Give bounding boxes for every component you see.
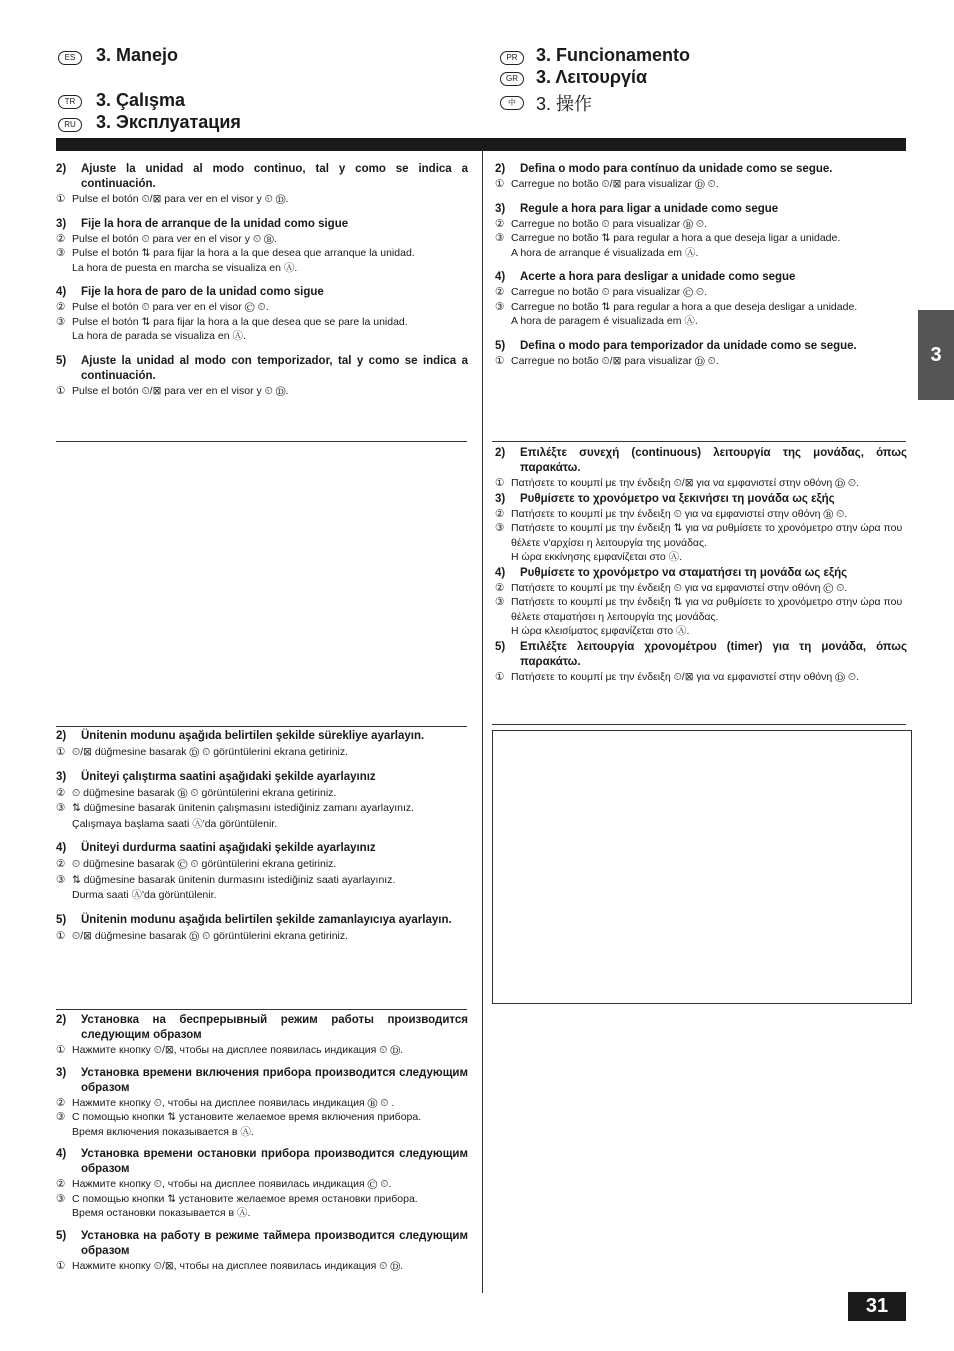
step-text: ⇅ düğmesine basarak ünitenin çalışmasını istediğiniz zamanı ayarlayınız. bbox=[72, 802, 415, 814]
step-heading bbox=[495, 492, 907, 507]
step-title: Defina o modo para contínuo da unidade como se segue. bbox=[520, 163, 833, 175]
step-line bbox=[495, 231, 907, 246]
step-title: Regule a hora para ligar a unidade como segue bbox=[520, 202, 779, 215]
step-title: Üniteyi çalıştırma saatini aşağıdaki şekilde ayarlayınız bbox=[81, 770, 376, 783]
instruction-step bbox=[495, 339, 907, 369]
step-title: Установка времени остановки прибора производится следующим образом bbox=[81, 1148, 468, 1175]
step-title: Ajuste la unidad al modo continuo, tal y como se indica a continuación. bbox=[81, 163, 468, 190]
step-number: 2) bbox=[56, 730, 67, 742]
instruction-step bbox=[495, 202, 907, 261]
step-title: Ünitenin modunu aşağıda belirtilen şekilde sürekliye ayarlayın. bbox=[81, 730, 425, 742]
instruction-step bbox=[495, 640, 907, 685]
step-text: Нажмите кнопку ⏲, чтобы на дисплее появилась индикация Ⓑ ⏲ . bbox=[72, 1096, 395, 1109]
step-number: 5) bbox=[56, 354, 67, 367]
step-title: Επιλέξτε συνεχή (continuous) λειτουργία της μονάδας, όπως παρακάτω. bbox=[520, 447, 907, 474]
step-title: Ρυθμίσετε το χρονόμετρο να σταματήσει τη μονάδα ως εξής bbox=[520, 566, 848, 579]
step-number: 4) bbox=[56, 842, 67, 854]
step-line bbox=[495, 177, 907, 192]
step-marker: ② bbox=[56, 1096, 66, 1109]
step-heading bbox=[56, 285, 468, 300]
step-marker: ② bbox=[495, 286, 505, 298]
title-ru: 3. Эксплуатация bbox=[96, 112, 241, 132]
step-marker: ③ bbox=[56, 1111, 66, 1123]
step-text: ⏲/⊠ düğmesine basarak Ⓓ ⏲ görüntülerini ekrana getiriniz. bbox=[72, 746, 349, 758]
instruction-step bbox=[56, 1013, 468, 1058]
step-marker: ② bbox=[495, 507, 505, 520]
step-line bbox=[56, 1043, 468, 1058]
step-text: ⏲ düğmesine basarak Ⓑ ⏲ görüntülerini ekrana getiriniz. bbox=[72, 786, 337, 799]
title-gr: 3. Λειτουργία bbox=[536, 67, 648, 87]
instruction-step bbox=[56, 1147, 468, 1221]
step-title: Установка на беспрерывный режим работы производится следующим образом bbox=[81, 1014, 468, 1041]
step-line bbox=[56, 315, 468, 330]
step-text: Pulse el botón ⏲/⊠ para ver en el visor y ⏲ Ⓓ. bbox=[72, 384, 289, 397]
step-text: Нажмите кнопку ⏲/⊠, чтобы на дисплее появилась индикация ⏲ Ⓓ. bbox=[72, 1044, 404, 1056]
step-number: 2) bbox=[56, 163, 67, 175]
step-number: 3) bbox=[56, 217, 67, 230]
step-line bbox=[56, 888, 468, 903]
step-marker: ③ bbox=[495, 596, 505, 608]
step-line bbox=[56, 1125, 468, 1140]
divider-tr-start bbox=[56, 726, 467, 727]
step-text: Durma saati Ⓐ'da görüntülenir. bbox=[72, 889, 217, 901]
step-number: 5) bbox=[56, 1229, 67, 1242]
step-heading bbox=[495, 270, 907, 285]
step-marker bbox=[56, 329, 72, 344]
step-number: 3) bbox=[56, 1066, 67, 1079]
step-marker: ② bbox=[495, 581, 505, 594]
step-text: Нажмите кнопку ⏲/⊠, чтобы на дисплее появилась индикация ⏲ Ⓓ. bbox=[72, 1259, 404, 1272]
step-marker: ② bbox=[56, 301, 66, 313]
step-line bbox=[495, 217, 907, 232]
step-marker: ③ bbox=[56, 247, 66, 259]
step-text: ⏲/⊠ düğmesine basarak Ⓓ ⏲ görüntülerini ekrana getiriniz. bbox=[72, 929, 349, 942]
header-bar bbox=[56, 138, 906, 151]
step-marker bbox=[56, 817, 72, 832]
title-pr: 3. Funcionamento bbox=[536, 45, 691, 65]
step-title: Установка времени включения прибора производится следующим образом bbox=[81, 1066, 468, 1094]
step-line bbox=[495, 521, 907, 550]
step-title: Fije la hora de paro de la unidad como sigue bbox=[81, 286, 324, 298]
step-line bbox=[56, 857, 468, 872]
section-gr bbox=[495, 446, 907, 685]
step-line bbox=[495, 314, 907, 329]
step-text: A hora de arranque é visualizada em Ⓐ. bbox=[511, 246, 699, 259]
section-pr bbox=[495, 162, 907, 378]
instruction-step bbox=[56, 1066, 468, 1140]
step-marker bbox=[56, 1125, 72, 1140]
step-number: 4) bbox=[56, 1148, 67, 1160]
step-line bbox=[56, 1110, 468, 1125]
step-line bbox=[56, 817, 468, 832]
step-marker bbox=[495, 246, 511, 261]
step-marker: ③ bbox=[495, 300, 505, 313]
step-marker: ① bbox=[56, 193, 66, 205]
step-marker: ① bbox=[56, 746, 66, 758]
step-marker: ② bbox=[56, 786, 66, 799]
step-title: Fije la hora de arranque de la unidad como sigue bbox=[81, 217, 349, 230]
step-text: Pulse el botón ⏲ para ver en el visor y ⏲ Ⓑ. bbox=[72, 232, 277, 245]
step-line bbox=[56, 801, 468, 816]
step-number: 3) bbox=[56, 770, 67, 783]
step-heading bbox=[495, 640, 907, 670]
step-heading bbox=[56, 1013, 468, 1043]
step-title: Επιλέξτε λειτουργία χρονομέτρου (timer) για τη μονάδα, όπως παρακάτω. bbox=[520, 640, 907, 668]
step-title: Ajuste la unidad al modo con temporizador, tal y como se indica a continuación. bbox=[81, 354, 468, 382]
step-marker bbox=[495, 314, 511, 329]
page-number: 31 bbox=[848, 1292, 906, 1321]
divider-gr-end bbox=[492, 724, 906, 725]
step-heading bbox=[56, 162, 468, 192]
step-number: 2) bbox=[495, 447, 506, 459]
step-text: Carregue no botão ⏲/⊠ para visualizar Ⓓ ⏲. bbox=[511, 354, 719, 367]
instruction-step bbox=[495, 270, 907, 329]
step-text: Carregue no botão ⏲ para visualizar Ⓑ ⏲. bbox=[511, 217, 708, 230]
step-line bbox=[56, 1192, 468, 1207]
step-heading bbox=[56, 1229, 468, 1259]
step-heading bbox=[56, 354, 468, 384]
lang-badge-ru: RU bbox=[58, 118, 82, 132]
instruction-step bbox=[56, 162, 468, 207]
step-number: 5) bbox=[56, 913, 67, 926]
step-number: 4) bbox=[495, 271, 506, 283]
step-marker: ② bbox=[56, 1178, 66, 1190]
step-title: Ρυθμίσετε το χρονόμετρο να ξεκινήσει τη μονάδα ως εξής bbox=[520, 492, 835, 505]
title-es: 3. Manejo bbox=[96, 45, 179, 65]
step-text: Πατήσετε το κουμπί με την ένδειξη ⇅ για να ρυθμίσετε το χρονόμετρο στην ώρα που θέλετε σταματήσει η λειτουργία της μονάδας. bbox=[511, 596, 903, 623]
instruction-step bbox=[495, 566, 907, 639]
instruction-step bbox=[56, 217, 468, 276]
step-line bbox=[56, 246, 468, 261]
step-line bbox=[495, 581, 907, 596]
step-marker bbox=[56, 1206, 72, 1221]
section-es bbox=[56, 162, 468, 408]
step-line bbox=[495, 507, 907, 522]
lang-badge-gr: GR bbox=[500, 72, 524, 86]
step-heading bbox=[56, 913, 468, 928]
step-text: Pulse el botón ⏲/⊠ para ver en el visor y ⏲ Ⓓ. bbox=[72, 193, 289, 205]
step-line bbox=[56, 1096, 468, 1111]
step-heading bbox=[56, 729, 468, 744]
step-marker: ① bbox=[495, 178, 505, 190]
step-title: Ünitenin modunu aşağıda belirtilen şekilde zamanlayıcıya ayarlayın. bbox=[81, 913, 452, 926]
step-text: A hora de paragem é visualizada em Ⓐ. bbox=[511, 315, 698, 327]
step-line bbox=[495, 550, 907, 565]
title-tr: 3. Çalışma bbox=[96, 90, 186, 110]
step-number: 3) bbox=[495, 492, 506, 505]
lang-badge-tr: TR bbox=[58, 95, 82, 109]
step-marker: ③ bbox=[56, 1192, 66, 1205]
step-marker bbox=[495, 624, 511, 639]
empty-frame bbox=[492, 730, 912, 1004]
step-number: 4) bbox=[56, 286, 67, 298]
step-text: Pulse el botón ⏲ para ver en el visor Ⓒ ⏲. bbox=[72, 301, 269, 313]
step-text: Çalışmaya başlama saati Ⓐ'da görüntülenir. bbox=[72, 817, 278, 830]
step-text: Pulse el botón ⇅ para fijar la hora a la que desea que se pare la unidad. bbox=[72, 315, 408, 328]
step-line bbox=[56, 745, 468, 760]
step-text: Πατήσετε το κουμπί με την ένδειξη ⏲/⊠ για να εμφανιστεί στην οθόνη Ⓓ ⏲. bbox=[511, 670, 859, 683]
step-text: Время включения показывается в Ⓐ. bbox=[72, 1125, 254, 1138]
step-marker: ② bbox=[56, 232, 66, 245]
step-number: 2) bbox=[56, 1014, 67, 1026]
step-line bbox=[56, 232, 468, 247]
step-marker: ③ bbox=[56, 873, 66, 886]
step-marker: ① bbox=[495, 670, 505, 683]
lang-badge-cn: 中 bbox=[500, 96, 524, 110]
section-tr bbox=[56, 729, 468, 953]
step-line bbox=[56, 261, 468, 276]
step-heading bbox=[56, 841, 468, 856]
step-marker: ③ bbox=[495, 232, 505, 244]
step-line bbox=[495, 246, 907, 261]
instruction-step bbox=[56, 841, 468, 903]
instruction-step bbox=[56, 913, 468, 944]
step-number: 4) bbox=[495, 566, 506, 579]
step-marker: ① bbox=[495, 354, 505, 367]
instruction-step bbox=[495, 162, 907, 192]
step-text: С помощью кнопки ⇅ установите желаемое время включения прибора. bbox=[72, 1111, 422, 1123]
step-marker: ① bbox=[56, 929, 66, 942]
step-text: ⇅ düğmesine basarak ünitenin durmasını istediğiniz saati ayarlayınız. bbox=[72, 873, 396, 886]
step-line bbox=[56, 929, 468, 944]
step-text: Нажмите кнопку ⏲, чтобы на дисплее появилась индикация Ⓒ ⏲. bbox=[72, 1178, 392, 1190]
step-text: La hora de parada se visualiza en Ⓐ. bbox=[72, 330, 246, 342]
step-marker bbox=[56, 261, 72, 276]
step-text: ⏲ düğmesine basarak Ⓒ ⏲ görüntülerini ekrana getiriniz. bbox=[72, 858, 337, 870]
step-text: Η ώρα κλεισίματος εμφανίζεται στο Ⓐ. bbox=[511, 625, 690, 637]
divider-es-end bbox=[56, 441, 467, 442]
step-heading bbox=[56, 770, 468, 785]
step-number: 2) bbox=[495, 163, 506, 175]
step-marker: ③ bbox=[495, 522, 505, 534]
step-text: Carregue no botão ⏲ para visualizar Ⓒ ⏲. bbox=[511, 286, 708, 298]
step-line bbox=[495, 476, 907, 491]
step-line bbox=[56, 1259, 468, 1274]
step-line bbox=[56, 384, 468, 399]
step-text: Carregue no botão ⇅ para regular a hora a que deseja ligar a unidade. bbox=[511, 232, 841, 244]
step-text: Πατήσετε το κουμπί με την ένδειξη ⏲/⊠ για να εμφανιστεί στην οθόνη Ⓓ ⏲. bbox=[511, 477, 859, 489]
step-line bbox=[56, 300, 468, 315]
chapter-tab: 3 bbox=[918, 310, 954, 400]
step-marker: ① bbox=[495, 477, 505, 489]
section-ru bbox=[56, 1013, 468, 1281]
step-line bbox=[495, 354, 907, 369]
step-marker bbox=[495, 550, 511, 565]
step-text: Carregue no botão ⏲/⊠ para visualizar Ⓓ ⏲. bbox=[511, 178, 719, 190]
step-marker: ① bbox=[56, 384, 66, 397]
lang-badge-pr: PR bbox=[500, 51, 524, 65]
step-marker: ① bbox=[56, 1259, 66, 1272]
step-line bbox=[56, 329, 468, 344]
instruction-step bbox=[495, 446, 907, 491]
step-heading bbox=[495, 162, 907, 177]
step-title: Acerte a hora para desligar a unidade como segue bbox=[520, 271, 796, 283]
step-heading bbox=[56, 1066, 468, 1096]
step-title: Üniteyi durdurma saatini aşağıdaki şekilde ayarlayınız bbox=[81, 842, 376, 854]
step-heading bbox=[495, 446, 907, 476]
instruction-step bbox=[56, 729, 468, 760]
step-text: Πατήσετε το κουμπί με την ένδειξη ⏲ για να εμφανιστεί στην οθόνη Ⓒ ⏲. bbox=[511, 581, 848, 594]
step-number: 5) bbox=[495, 339, 506, 352]
step-heading bbox=[56, 1147, 468, 1177]
step-text: Η ώρα εκκίνησης εμφανίζεται στο Ⓐ. bbox=[511, 551, 683, 563]
step-marker: ③ bbox=[56, 802, 66, 814]
step-marker bbox=[56, 888, 72, 903]
step-text: Carregue no botão ⇅ para regular a hora a que deseja desligar a unidade. bbox=[511, 300, 858, 313]
step-marker: ① bbox=[56, 1044, 66, 1056]
instruction-step bbox=[56, 1229, 468, 1274]
step-line bbox=[495, 624, 907, 639]
lang-badge-es: ES bbox=[58, 51, 82, 65]
step-heading bbox=[56, 217, 468, 232]
step-line bbox=[495, 595, 907, 624]
step-text: С помощью кнопки ⇅ установите желаемое время остановки прибора. bbox=[72, 1192, 418, 1205]
step-title: Defina o modo para temporizador da unidade como se segue. bbox=[520, 339, 857, 352]
step-line bbox=[56, 786, 468, 801]
step-line bbox=[56, 873, 468, 888]
step-line bbox=[56, 1177, 468, 1192]
step-text: Πατήσετε το κουμπί με την ένδειξη ⏲ για να εμφανιστεί στην οθόνη Ⓑ ⏲. bbox=[511, 507, 848, 520]
step-marker: ③ bbox=[56, 315, 66, 328]
step-text: La hora de puesta en marcha se visualiza en Ⓐ. bbox=[72, 261, 298, 274]
step-line bbox=[495, 285, 907, 300]
step-heading bbox=[495, 202, 907, 217]
step-heading bbox=[495, 566, 907, 581]
divider-ru-start bbox=[56, 1009, 467, 1010]
divider-pr-end bbox=[492, 441, 906, 442]
step-title: Установка на работу в режиме таймера производится следующим образом bbox=[81, 1229, 468, 1257]
instruction-step bbox=[495, 492, 907, 565]
step-marker: ② bbox=[495, 217, 505, 230]
step-line bbox=[56, 1206, 468, 1221]
step-number: 5) bbox=[495, 640, 506, 653]
title-cn: 3. 操作 bbox=[536, 94, 593, 114]
instruction-step bbox=[56, 770, 468, 832]
step-text: Πατήσετε το κουμπί με την ένδειξη ⇅ για να ρυθμίσετε το χρονόμετρο στην ώρα που θέλετε ν'αρχίσει η λειτουργία της μονάδας. bbox=[511, 522, 903, 549]
step-line bbox=[495, 670, 907, 685]
column-divider bbox=[482, 151, 483, 1293]
step-marker: ② bbox=[56, 858, 66, 870]
step-number: 3) bbox=[495, 202, 506, 215]
step-text: Pulse el botón ⇅ para fijar la hora a la que desea que arranque la unidad. bbox=[72, 247, 415, 259]
step-text: Время остановки показывается в Ⓐ. bbox=[72, 1207, 251, 1219]
step-heading bbox=[495, 339, 907, 354]
step-line bbox=[56, 192, 468, 207]
instruction-step bbox=[56, 354, 468, 399]
step-line bbox=[495, 300, 907, 315]
instruction-step bbox=[56, 285, 468, 344]
